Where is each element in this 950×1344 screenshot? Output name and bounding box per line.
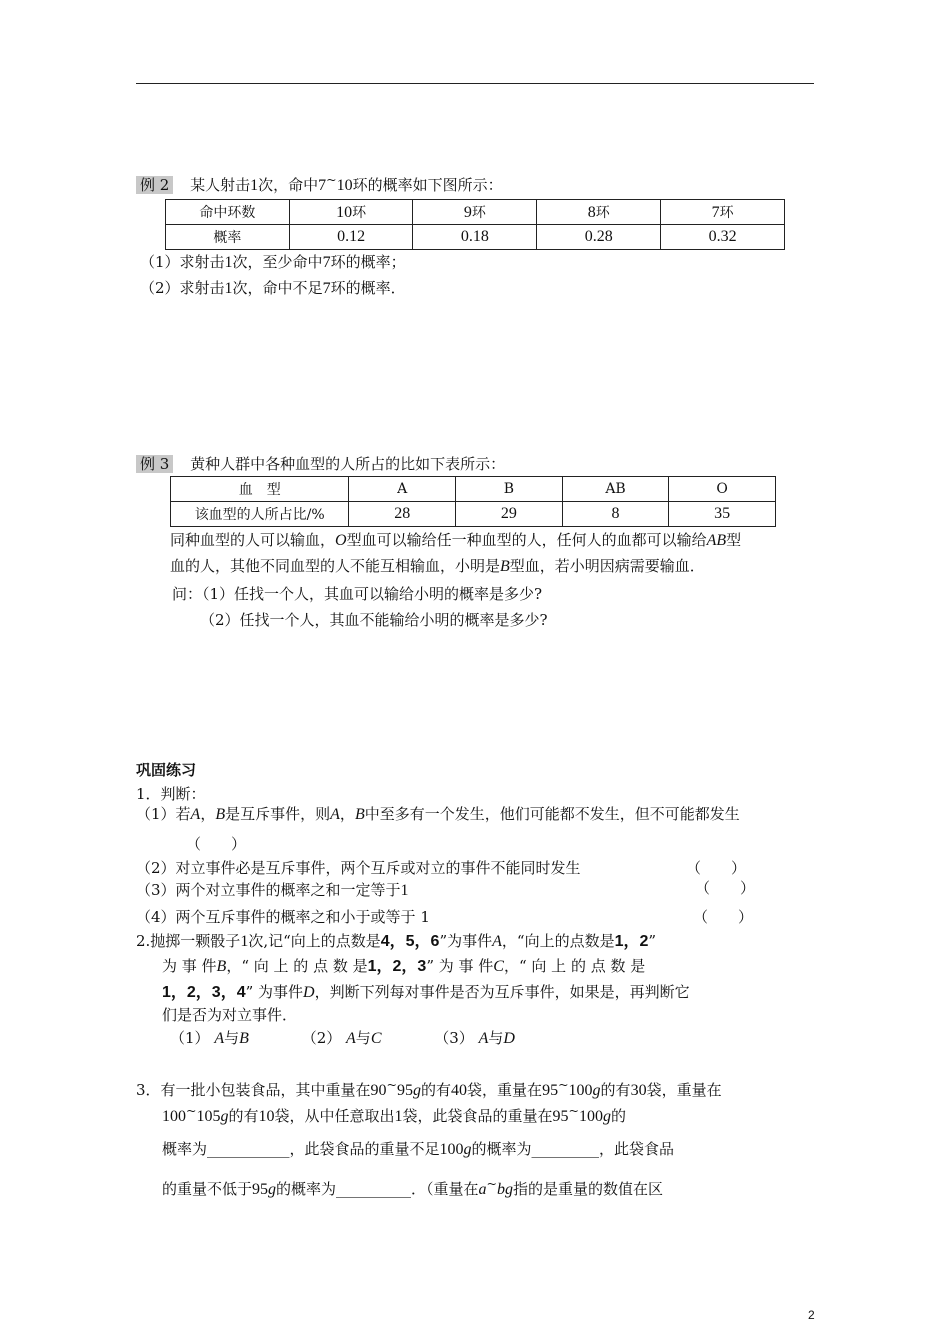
example3-tag: 例 3 xyxy=(136,455,173,473)
header-rule xyxy=(136,83,814,84)
practice-item-2-line2: 为 事 件B，“ 向 上 的 点 数 是1，2，3” 为 事 件C，“ 向 上 的 点 数 是 xyxy=(162,957,646,975)
judge-item-1-paren: （ ） xyxy=(186,835,247,853)
example3-intro: 例 3 黄种人群中各种血型的人所占的比如下表所示： xyxy=(136,453,505,474)
example2-question-1: （1）求射击1次，至少命中7环的概率； xyxy=(140,253,406,271)
example2-table xyxy=(165,199,785,250)
page-number: 2 xyxy=(808,1308,815,1322)
practice-item-1: 1．判断： xyxy=(136,785,206,803)
practice-item-3-line3: 概率为___________，此袋食品的重量不足100g的概率为_________，此袋食品 xyxy=(162,1140,675,1158)
practice-item-2-choices: （1） A与B （2） A与C （3） A与D xyxy=(170,1029,515,1047)
example2-intro: 例 2 某人射击1次，命中7~10环的概率如下图所示： xyxy=(136,172,503,195)
table-row: 血 型 A B AB O xyxy=(171,477,776,502)
judge-item-3-paren: （ ） xyxy=(695,879,756,897)
example2-question-2: （2）求射击1次，命中不足7环的概率． xyxy=(140,279,406,297)
example3-table xyxy=(170,476,776,527)
judge-item-4-paren: （ ） xyxy=(693,908,754,926)
practice-item-3-line1: 3．有一批小包装食品，其中重量在90~95g的有40袋，重量在95~100g的有30袋，重量在 xyxy=(136,1077,722,1099)
practice-item-3-line2: 100~105g的有10袋，从中任意取出1袋，此袋食品的重量在95~100g的 xyxy=(162,1103,627,1125)
table-row: 概率 0.12 0.18 0.28 0.32 xyxy=(166,225,785,250)
practice-item-2-line4: 们是否为对立事件． xyxy=(162,1006,298,1024)
judge-item-4: （4）两个互斥事件的概率之和小于或等于 1 xyxy=(136,908,430,926)
judge-item-2: （2）对立事件必是互斥事件，两个互斥或对立的事件不能同时发生 xyxy=(136,859,581,877)
practice-item-3-line4: 的重量不低于95g的概率为__________．（重量在a~bg指的是重量的数值在区 xyxy=(162,1176,664,1198)
example3-text-line1: 同种血型的人可以输血，O型血可以输给任一种血型的人，任何人的血都可以输给AB型 xyxy=(170,531,742,549)
example3-question-1: 问：（1）任找一个人，其血可以输给小明的概率是多少? xyxy=(172,585,543,603)
practice-item-2-line3: 1，2，3，4” 为事件D，判断下列每对事件是否为互斥事件，如果是，再判断它 xyxy=(162,983,690,1001)
practice-title: 巩固练习 xyxy=(136,761,197,779)
example3-question-2: （2）任找一个人，其血不能输给小明的概率是多少? xyxy=(200,611,548,629)
example2-tag: 例 2 xyxy=(136,176,173,194)
practice-item-2-line1: 2.抛掷一颗骰子1次,记“向上的点数是4，5，6”为事件A，“向上的点数是1，2” xyxy=(136,932,657,950)
table-row: 该血型的人所占比/% 28 29 8 35 xyxy=(171,502,776,527)
table-row: 命中环数 10环 9环 8环 7环 xyxy=(166,200,785,225)
judge-item-3: （3）两个对立事件的概率之和一定等于1 xyxy=(136,881,409,899)
example3-text-line2: 血的人，其他不同血型的人不能互相输血，小明是B型血，若小明因病需要输血． xyxy=(170,557,705,575)
judge-item-1: （1）若A，B是互斥事件，则A，B中至多有一个发生，他们可能都不发生，但不可能都发生 xyxy=(136,805,740,823)
judge-item-2-paren: （ ） xyxy=(686,859,747,877)
